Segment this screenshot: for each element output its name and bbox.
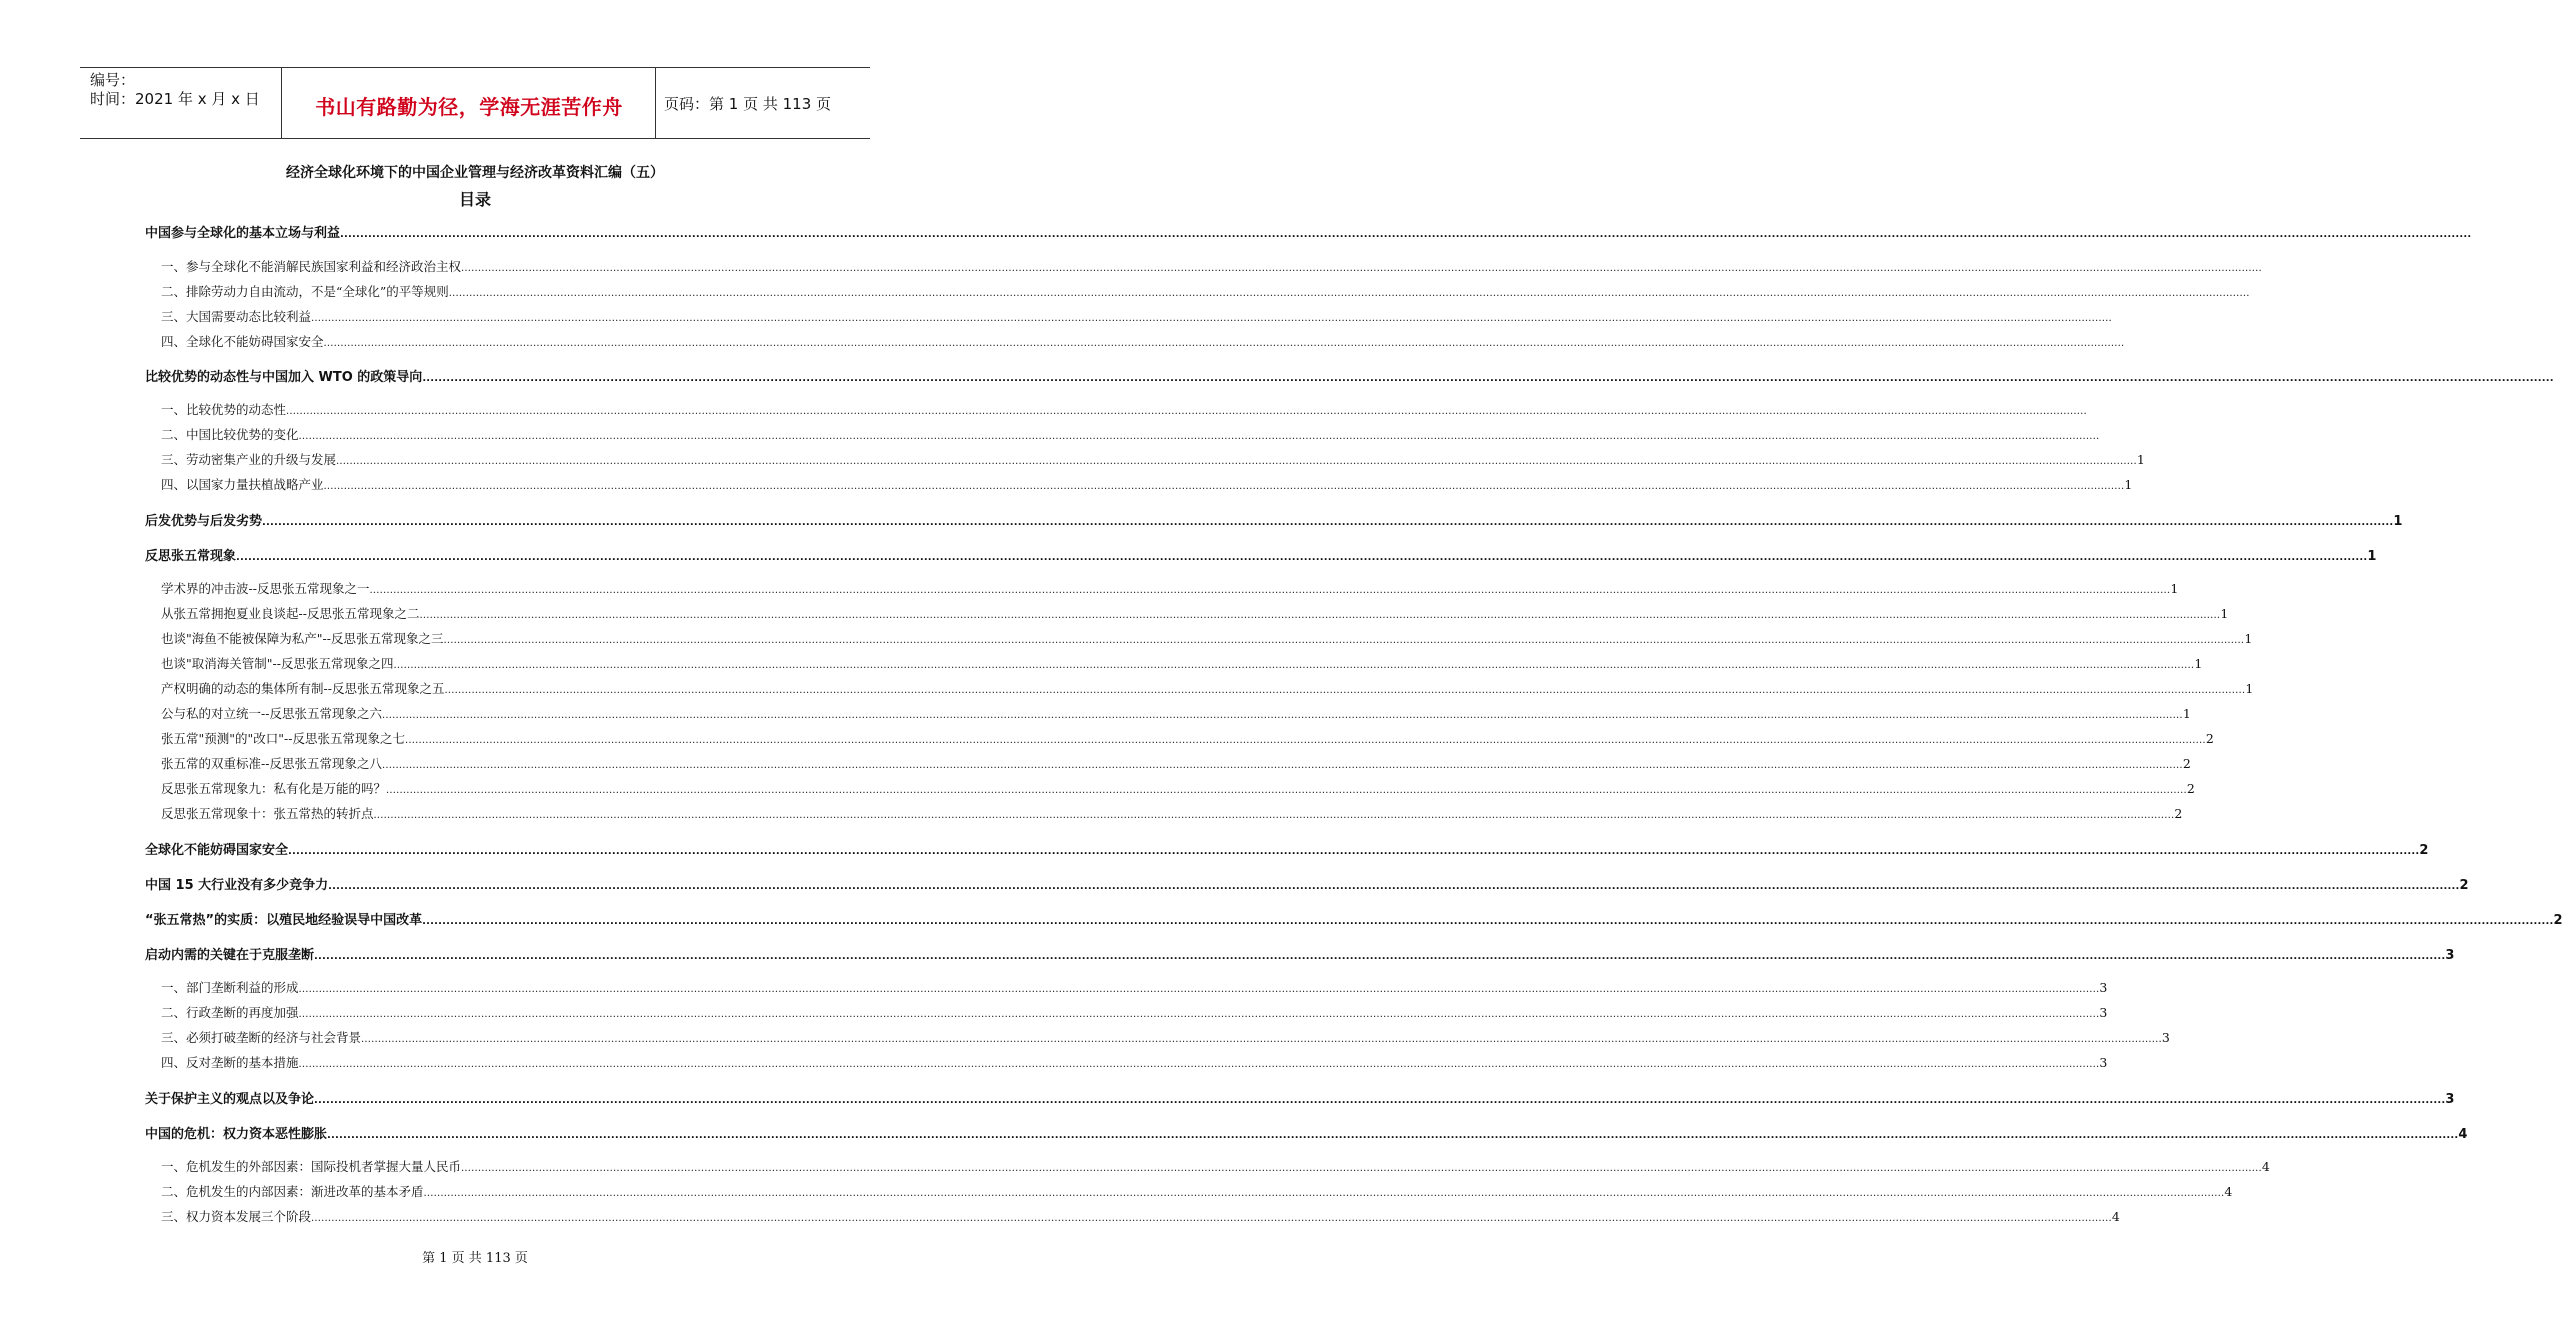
header-table <box>80 67 870 139</box>
toc-entry-title: 一、部门垄断利益的形成 <box>161 980 299 995</box>
dot-leader <box>299 984 2100 995</box>
toc-entry-title: 启动内需的关键在于克服垄断 <box>145 948 315 963</box>
toc-page-number: 2 <box>2553 913 2563 928</box>
toc-page-number: 4 <box>2458 1127 2468 1142</box>
toc-entry-title: 后发优势与后发劣势 <box>145 514 263 529</box>
toc-page-number: 3 <box>2099 1055 2108 1070</box>
toc-entry-title: 中国 15 大行业没有多少竞争力 <box>145 878 329 893</box>
dot-leader <box>369 585 2170 596</box>
toc-subsection[interactable] <box>161 400 950 418</box>
dot-leader <box>374 810 2175 821</box>
toc-page-number: 1 <box>2136 452 2145 467</box>
toc-subsection[interactable] <box>161 1053 2108 1071</box>
motto: 书山有路勤为径，学海无涯苦作舟 <box>315 95 623 119</box>
toc-entry-title: 四、以国家力量扶植战略产业 <box>161 477 324 492</box>
dot-leader <box>336 456 2137 467</box>
toc-page-number: 1 <box>2245 681 2254 696</box>
page-info: 页码：第 1 页 共 113 页 <box>664 95 832 113</box>
toc-entry-title: 学术界的冲击波--反思张五常现象之一 <box>161 581 370 596</box>
toc-section[interactable] <box>145 874 2469 893</box>
toc-heading: 目录 <box>458 190 491 209</box>
dot-leader <box>299 1009 2100 1020</box>
toc-section[interactable] <box>145 510 2403 529</box>
toc-subsection[interactable] <box>161 1003 2108 1021</box>
dot-leader <box>461 263 2262 274</box>
toc-entry-title: 张五常的双重标准--反思张五常现象之八 <box>161 756 382 771</box>
toc-entry-title: 反思张五常现象 <box>145 549 237 564</box>
toc-section[interactable] <box>145 839 2429 858</box>
toc-entry-title: 一、参与全球化不能消解民族国家利益和经济政治主权 <box>161 259 462 274</box>
toc-entry-title: 比较优势的动态性与中国加入 WTO 的政策导向 <box>145 370 423 385</box>
toc-entry-title: 中国的危机：权力资本恶性膨胀 <box>145 1127 328 1142</box>
toc-entry-title: 二、行政垄断的再度加强 <box>161 1005 299 1020</box>
toc-page-number: 1 <box>2367 549 2377 564</box>
toc-subsection[interactable] <box>161 804 2183 822</box>
dot-leader <box>424 1188 2225 1199</box>
toc-entry-title: 中国参与全球化的基本立场与利益 <box>145 226 341 241</box>
toc-entry-title: 三、必须打破垄断的经济与社会背景 <box>161 1030 362 1045</box>
dot-leader <box>311 1213 2112 1224</box>
toc-entry-title: 四、全球化不能妨碍国家安全 <box>161 334 324 349</box>
document-title: 经济全球化环境下的中国企业管理与经济改革资料汇编（五） <box>286 165 664 181</box>
dot-leader <box>340 229 2471 240</box>
toc-subsection[interactable] <box>161 257 950 275</box>
dot-leader <box>361 1034 2162 1045</box>
header-meta <box>90 71 260 109</box>
dot-leader <box>324 481 2125 492</box>
dot-leader <box>286 406 2087 417</box>
toc-entry-title: 二、危机发生的内部因素：渐进改革的基本矛盾 <box>161 1184 424 1199</box>
toc-section[interactable] <box>145 1088 2455 1107</box>
toc-subsection[interactable] <box>161 1182 2233 1200</box>
toc-subsection[interactable] <box>161 729 2214 747</box>
dot-leader <box>444 685 2245 696</box>
dot-leader <box>382 710 2183 721</box>
toc-page-number: 2 <box>2459 878 2469 893</box>
dot-leader <box>327 1130 2458 1141</box>
toc-subsection[interactable] <box>161 679 2254 697</box>
toc-page-number: 1 <box>2220 606 2229 621</box>
dot-leader <box>314 951 2445 962</box>
dot-leader <box>422 373 2553 384</box>
toc-entry-title: 三、劳动密集产业的升级与发展 <box>161 452 337 467</box>
toc-subsection[interactable] <box>161 1028 2170 1046</box>
toc-page-number: 2 <box>2205 731 2214 746</box>
dot-leader <box>393 660 2194 671</box>
time-label: 时间：2021 年 x 月 x 日 <box>90 90 260 108</box>
dot-leader <box>328 881 2459 892</box>
toc-subsection[interactable] <box>161 654 2203 672</box>
dot-leader <box>386 785 2187 796</box>
toc-entry-title: 公与私的对立统一--反思张五常现象之六 <box>161 706 382 721</box>
dot-leader <box>422 916 2553 927</box>
dot-leader <box>262 517 2393 528</box>
toc-entry-title: 反思张五常现象九：私有化是万能的吗？ <box>161 781 387 796</box>
toc-subsection[interactable] <box>161 425 950 443</box>
toc-page-number: 2 <box>2174 806 2183 821</box>
toc-subsection[interactable] <box>161 579 2179 597</box>
toc-page-number: 1 <box>2124 477 2133 492</box>
toc-subsection[interactable] <box>161 475 2133 493</box>
toc-subsection[interactable] <box>161 307 950 325</box>
toc-page-number: 2 <box>2186 781 2195 796</box>
dot-leader <box>324 338 2125 349</box>
toc-subsection[interactable] <box>161 754 2191 772</box>
toc-section[interactable] <box>145 222 950 240</box>
dot-leader <box>461 1163 2262 1174</box>
toc-entry-title: 四、反对垄断的基本措施 <box>161 1055 299 1070</box>
dot-leader <box>299 431 2100 442</box>
toc-subsection[interactable] <box>161 450 2145 468</box>
toc-subsection[interactable] <box>161 978 2108 996</box>
dot-leader <box>299 1059 2100 1070</box>
dot-leader <box>314 1095 2445 1106</box>
toc-page-number: 1 <box>2194 656 2203 671</box>
toc-section[interactable] <box>145 944 2455 963</box>
dot-leader <box>419 610 2220 621</box>
toc-page-number: 2 <box>2419 843 2429 858</box>
toc-entry-title: 张五常"预测"的"改口"--反思张五常现象之七 <box>161 731 405 746</box>
dot-leader <box>449 288 2250 299</box>
toc-subsection[interactable] <box>161 1207 2120 1225</box>
toc-entry-title: 关于保护主义的观点以及争论 <box>145 1092 315 1107</box>
toc-entry-title: 一、危机发生的外部因素：国际投机者掌握大量人民币 <box>161 1159 462 1174</box>
code-label: 编号： <box>90 71 136 89</box>
dot-leader <box>311 313 2112 324</box>
dot-leader <box>443 635 2244 646</box>
toc-entry-title: 从张五常拥抱夏业良谈起--反思张五常现象之二 <box>161 606 420 621</box>
toc-entry-title: 也谈"取消海关管制"--反思张五常现象之四 <box>161 656 394 671</box>
toc-subsection[interactable] <box>161 779 2195 797</box>
toc-entry-title: 三、大国需要动态比较利益 <box>161 309 312 324</box>
toc-page-number: 3 <box>2161 1030 2170 1045</box>
toc-page-number: 3 <box>2099 980 2108 995</box>
toc-entry-title: 一、比较优势的动态性 <box>161 402 287 417</box>
toc-subsection[interactable] <box>161 704 2191 722</box>
toc-page-number: 1 <box>2182 706 2191 721</box>
toc-page-number: 3 <box>2099 1005 2108 1020</box>
toc-entry-title: 二、排除劳动力自由流动，不是“全球化”的平等规则 <box>161 284 449 299</box>
toc-subsection[interactable] <box>161 629 2253 647</box>
toc-section[interactable] <box>145 366 950 384</box>
toc-subsection[interactable] <box>161 282 950 300</box>
toc-section[interactable] <box>145 545 2377 564</box>
dot-leader <box>288 846 2419 857</box>
toc-subsection[interactable] <box>161 1157 2270 1175</box>
toc-page-number: 4 <box>2111 1209 2120 1224</box>
dot-leader <box>405 735 2206 746</box>
toc-page-number: 4 <box>2224 1184 2233 1199</box>
toc-page-number: 4 <box>2261 1159 2270 1174</box>
toc-entry-title: 反思张五常现象十：张五常热的转折点 <box>161 806 374 821</box>
toc-page-number: 1 <box>2244 631 2253 646</box>
toc-entry-title: 三、权力资本发展三个阶段 <box>161 1209 312 1224</box>
toc-page-number: 3 <box>2445 948 2455 963</box>
toc-entry-title: 二、中国比较优势的变化 <box>161 427 299 442</box>
toc-subsection[interactable] <box>161 332 950 350</box>
toc-section[interactable] <box>145 1123 2468 1142</box>
dot-leader <box>236 552 2367 563</box>
toc-section[interactable] <box>145 909 2563 928</box>
page-footer: 第 1 页 共 113 页 <box>422 1251 528 1266</box>
toc-page-number: 3 <box>2445 1092 2455 1107</box>
toc-entry-title: “张五常热”的实质：以殖民地经验误导中国改革 <box>145 913 423 928</box>
toc-page-number: 1 <box>2170 581 2179 596</box>
toc-page-number: 1 <box>2393 514 2403 529</box>
toc-subsection[interactable] <box>161 604 2229 622</box>
dot-leader <box>382 760 2183 771</box>
toc-entry-title: 也谈"海鱼不能被保障为私产"--反思张五常现象之三 <box>161 631 444 646</box>
toc-entry-title: 全球化不能妨碍国家安全 <box>145 843 289 858</box>
toc-page-number: 2 <box>2182 756 2191 771</box>
toc-entry-title: 产权明确的动态的集体所有制--反思张五常现象之五 <box>161 681 445 696</box>
